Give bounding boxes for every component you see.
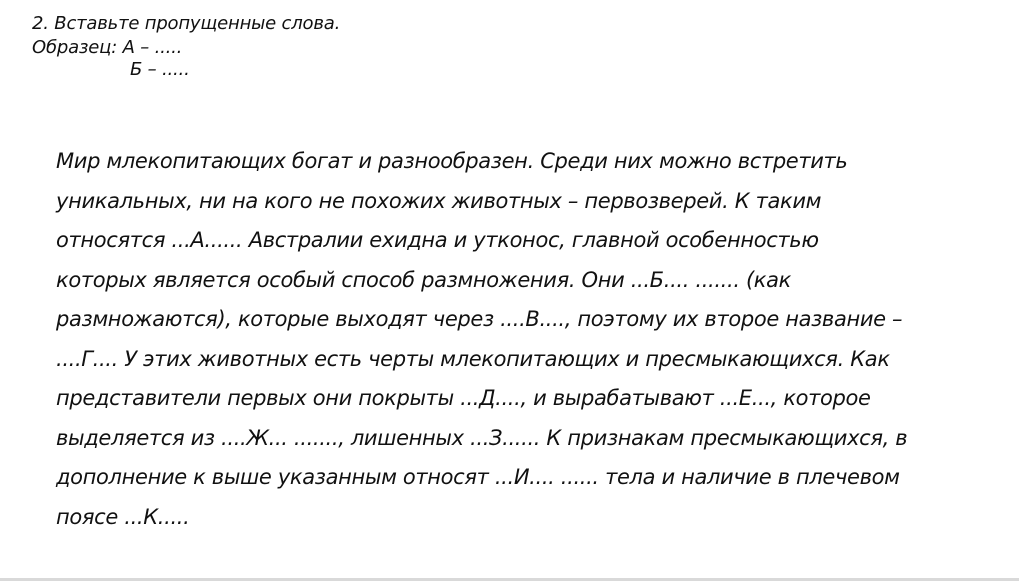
task-title: 2. Вставьте пропущенные слова. xyxy=(32,13,341,34)
sample-line-b: Б – ..... xyxy=(130,59,190,80)
text-line: относятся ...А...... Австралии ехидна и утконос, главной особенностью xyxy=(56,228,819,252)
text-line: поясе ...К..... xyxy=(56,504,190,529)
text-line: которых является особый способ размножения. Они ...Б.... ....... (как xyxy=(56,267,791,292)
sample-line-a: Образец: А – ..... xyxy=(32,37,183,58)
task-header xyxy=(32,12,452,80)
text-line: выделяется из ....Ж... ......., лишенных ...З...... К признакам пресмыкающихся, в xyxy=(56,425,908,450)
text-line: дополнение к выше указанным относят ...И.... ...... тела и наличие в плечевом xyxy=(56,465,900,489)
text-line: Мир млекопитающих богат и разнообразен. Среди них можно встретить xyxy=(56,149,848,173)
text-line: размножаются), которые выходят через ....В...., поэтому их второе название – xyxy=(56,307,903,331)
text-line: представители первых они покрыты ...Д...., и вырабатывают ...Е..., которое xyxy=(56,386,871,410)
text-line: уникальных, ни на кого не похожих животных – первозверей. К таким xyxy=(56,188,822,213)
text-line: ....Г.... У этих животных есть черты млекопитающих и пресмыкающихся. Как xyxy=(56,346,890,371)
exercise-text xyxy=(56,142,1006,537)
